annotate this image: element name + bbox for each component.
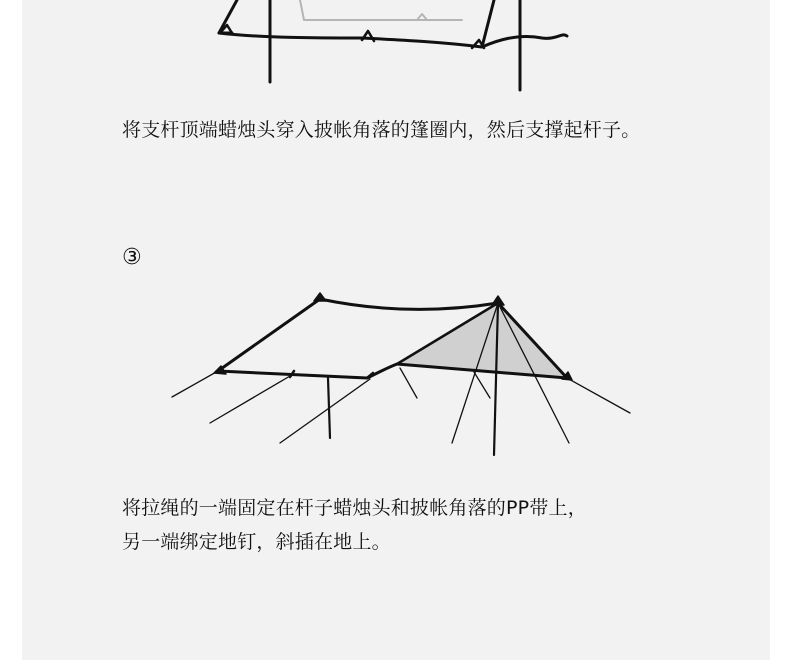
guyline-7 [474,372,490,398]
instruction-panel [22,0,770,660]
guyline-1 [172,371,218,397]
step3-number: ③ [122,245,142,270]
guyline-3 [280,379,370,443]
step3-caption [122,491,722,559]
step3-caption-line2: 另一端绑定地钉，斜插在地上。 [122,531,391,553]
pole-front [328,378,330,438]
corner-marker-top-left [314,293,326,301]
step3-caption-line1: 将拉绳的一端固定在杆子蜡烛头和披帐角落的PP带上， [122,497,587,519]
guyline-8 [567,378,630,413]
guyline-2 [210,376,290,423]
edge-tick-1 [290,371,294,377]
step2-caption: 将支杆顶端蜡烛头穿入披帐角落的篷圈内，然后支撑起杆子。 [122,119,641,141]
tarp-guyline-illustration [22,0,770,480]
guyline-4 [400,368,417,398]
